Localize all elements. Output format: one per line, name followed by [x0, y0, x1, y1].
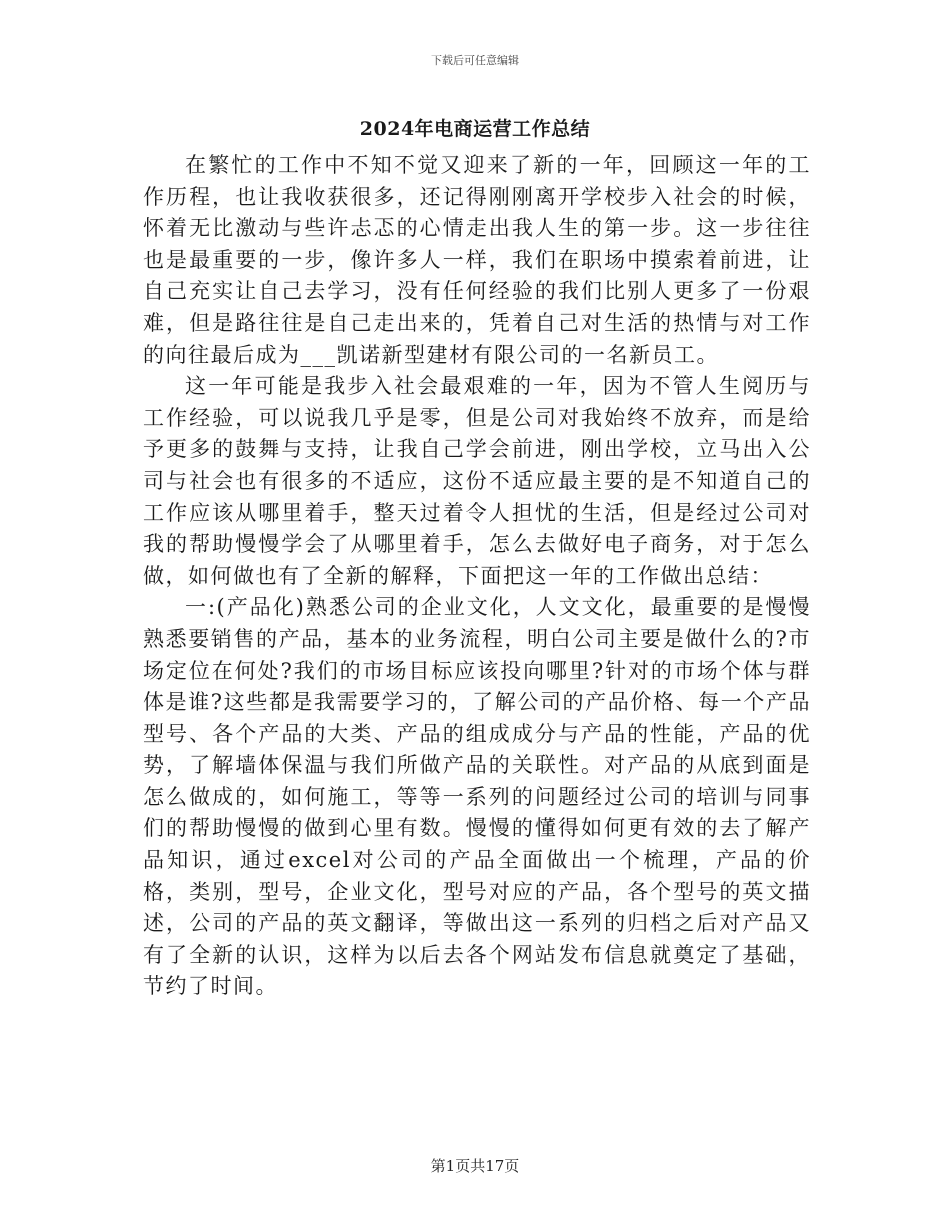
paragraph-year-review: 这一年可能是我步入社会最艰难的一年，因为不管人生阅历与工作经验，可以说我几乎是零，但是公司对我始终不放弃，而是给予更多的鼓舞与支持，让我自己学会前进，刚出学校，立马出入公司与社会也有很多的不适应，这份不适应最主要的是不知道自己的工作应该从哪里着手，整天过着令人担忧的生活，但是经过公司对我的帮助慢慢学会了从哪里着手，怎么去做好电子商务，对于怎么做，如何做也有了全新的解释，下面把这一年的工作做出总结： — [143, 374, 811, 588]
document-body — [143, 150, 811, 1003]
paragraph-intro: 在繁忙的工作中不知不觉又迎来了新的一年，回顾这一年的工作历程，也让我收获很多，还记得刚刚离开学校步入社会的时候，怀着无比激动与些许忐忑的心情走出我人生的第一步。这一步往往也是最重要的一步，像许多人一样，我们在职场中摸索着前进，让自己充实让自己去学习，没有任何经验的我们比别人更多了一份艰难，但是路往往是自己走出来的，凭着自己对生活的热情与对工作的向往最后成为___凯诺新型建材有限公司的一名新员工。 — [143, 153, 811, 367]
page-number: 第1页共17页 — [430, 1157, 520, 1175]
document-title: 2024年电商运营工作总结 — [359, 118, 591, 140]
paragraph-productization: 一:(产品化)熟悉公司的企业文化，人文文化，最重要的是慢慢熟悉要销售的产品，基本的业务流程，明白公司主要是做什么的?市场定位在何处?我们的市场目标应该投向哪里?针对的市场个体与群体是谁?这些都是我需要学习的，了解公司的产品价格、每一个产品型号、各个产品的大类、产品的组成成分与产品的性能，产品的优势，了解墙体保温与我们所做产品的关联性。对产品的从底到面是怎么做成的，如何施工，等等一系列的问题经过公司的培训与同事们的帮助慢慢的做到心里有数。慢慢的懂得如何更有效的去了解产品知识，通过excel对公司的产品全面做出一个梳理，产品的价格，类别，型号，企业文化，型号对应的产品，各个型号的英文描述，公司的产品的英文翻译，等做出这一系列的归档之后对产品又有了全新的认识，这样为以后去各个网站发布信息就奠定了基础，节约了时间。 — [143, 595, 811, 999]
page-header-note: 下载后可任意编辑 — [431, 54, 519, 67]
